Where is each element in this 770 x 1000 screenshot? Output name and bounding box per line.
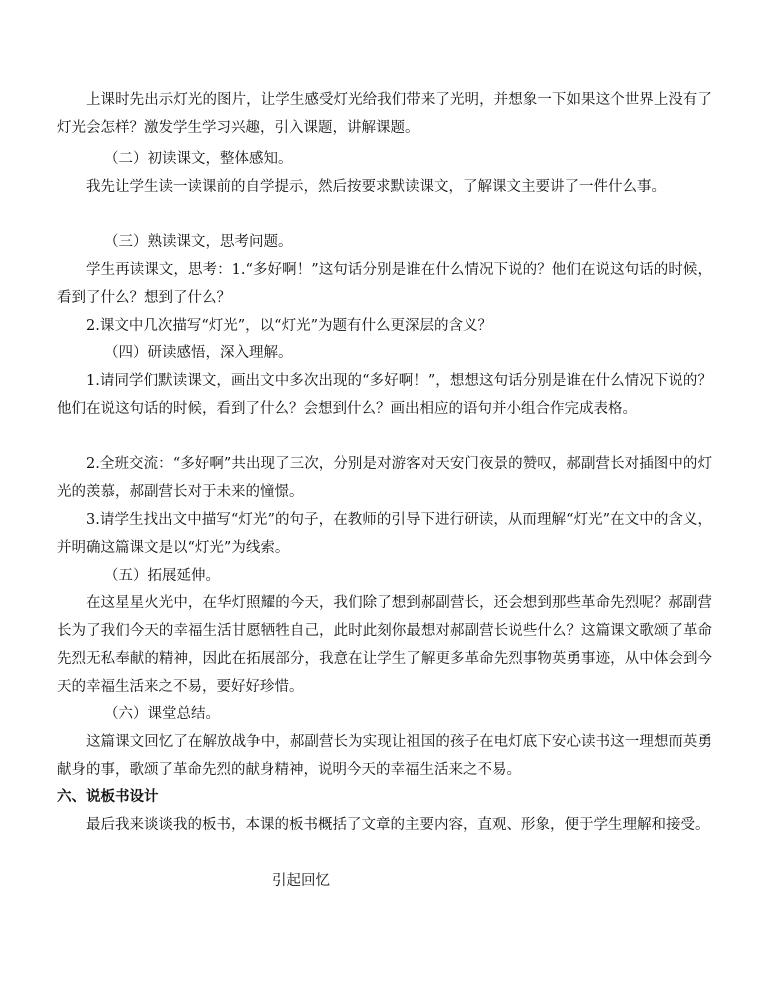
paragraph-2: 我先让学生读一读课前的自学提示，然后按要求默读课文，了解课文主要讲了一件什么事。 [86,179,666,195]
subheading-2: （二）初读课文，整体感知。 [104,151,293,167]
paragraph-3b: 2.课文中几次描写“灯光”，以“灯光”为题有什么更深层的含义？ [86,318,492,334]
subheading-4: （四）研读感悟，深入理解。 [104,345,293,361]
paragraph-3a: 学生再读课文，思考：1.“多好啊！”这句话分别是谁在什么情况下说的？他们在说这句话的时候，看到了什么？想到了什么？ [57,262,712,306]
board-design-text: 引起回忆 [272,873,330,889]
subheading-5: （五）拓展延伸。 [104,568,220,584]
paragraph-7: 最后我来谈谈我的板书，本课的板书概括了文章的主要内容，直观、形象，便于学生理解和接受。 [86,817,710,833]
paragraph-6: 这篇课文回忆了在解放战争中，郝副营长为实现让祖国的孩子在电灯底下安心读书这一理想而英勇献身的事，歌颂了革命先烈的献身精神，说明今天的幸福生活来之不易。 [57,734,712,778]
paragraph-4c: 3.请学生找出文中描写“灯光”的句子，在教师的引导下进行研读，从而理解“灯光”在文中的含义，并明确这篇课文是以“灯光”为线索。 [57,512,712,556]
subheading-3: （三）熟读课文，思考问题。 [104,234,293,250]
section-heading-6: 六、说板书设计 [57,789,159,805]
paragraph-4b: 2.全班交流：“多好啊”共出现了三次，分别是对游客对天安门夜景的赞叹，郝副营长对插图中的灯光的羡慕，郝副营长对于未来的憧憬。 [57,456,712,500]
paragraph-5: 在这星星火光中，在华灯照耀的今天，我们除了想到郝副营长，还会想到那些革命先烈呢？郝副营长为了我们今天的幸福生活甘愿牺牲自己，此时此刻你最想对郝副营长说些什么？这篇课文歌颂了革命先烈无私奉献的精神，因此在拓展部分，我意在让学生了解更多革命先烈事物英勇事迹，从中体会到今天的幸福生活来之不易，要好好珍惜。 [57,595,712,695]
paragraph-4a: 1.请同学们默读课文，画出文中多次出现的“多好啊！”，想想这句话分别是谁在什么情况下说的？他们在说这句话的时候，看到了什么？会想到什么？画出相应的语句并小组合作完成表格。 [57,373,712,417]
paragraph-intro: 上课时先出示灯光的图片，让学生感受灯光给我们带来了光明，并想象一下如果这个世界上没有了灯光会怎样？激发学生学习兴趣，引入课题，讲解课题。 [57,92,712,136]
subheading-6: （六）课堂总结。 [104,706,220,722]
